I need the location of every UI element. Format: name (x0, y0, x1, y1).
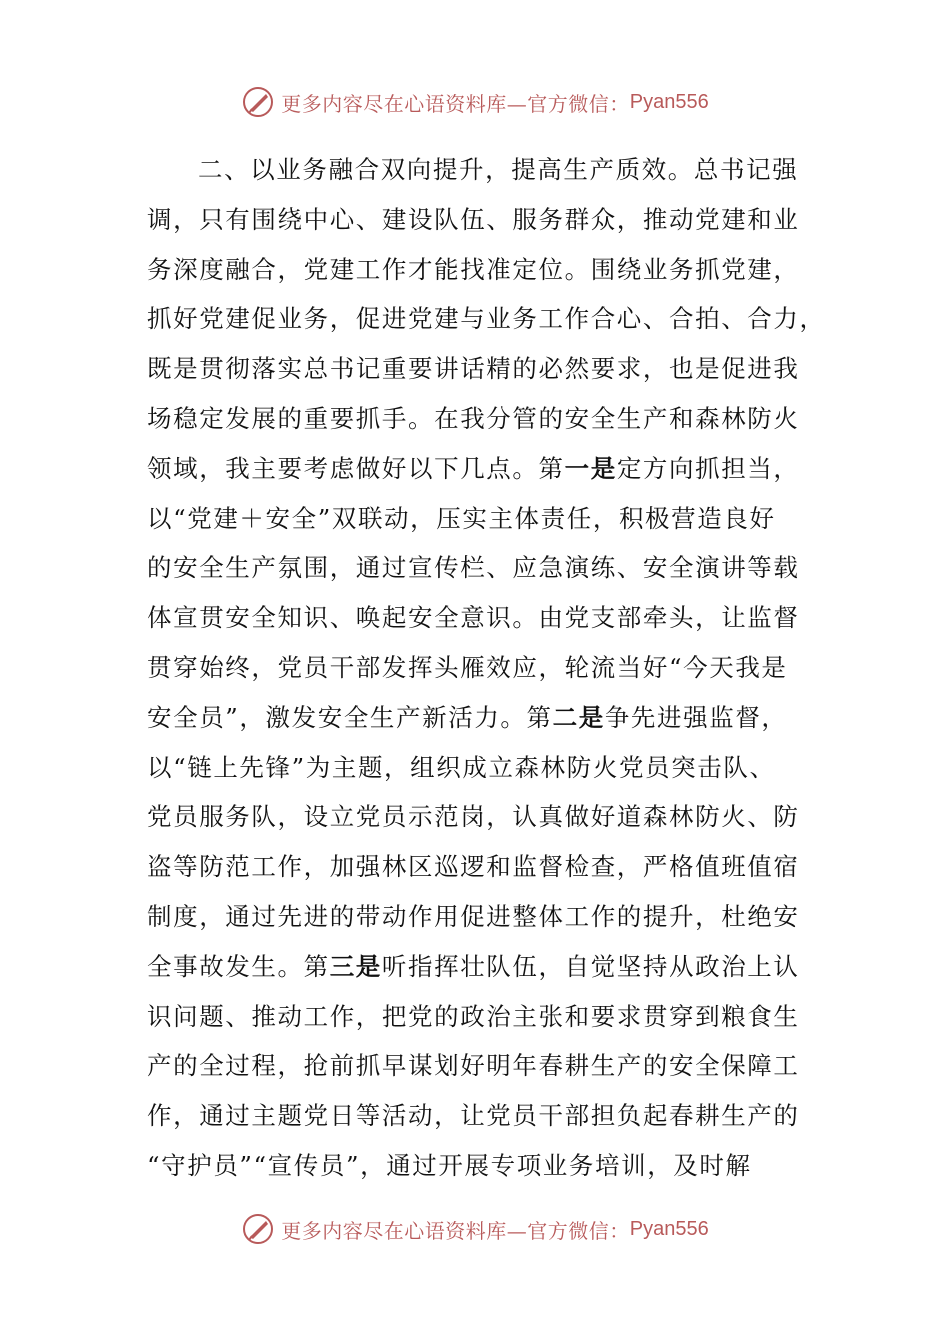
text-run: 争先进强监督， (604, 702, 788, 732)
bold-run: 二是 (552, 702, 605, 732)
text-line: 抓好党建促业务，促进党建与业务工作合心、合拍、合力， (147, 304, 826, 334)
header-banner-text: 更多内容尽在心语资料库—官方微信： (281, 91, 630, 116)
text-line: 体宣贯安全知识、唤起安全意识。由党支部牵头，让监督 (147, 603, 800, 633)
text-line: 作，通过主题党日等活动，让党员干部担负起春耕生产的 (147, 1101, 800, 1131)
text-line: 识问题、推动工作，把党的政治主张和要求贯穿到粮食生 (147, 1001, 800, 1031)
text-line: 场稳定发展的重要抓手。在我分管的安全生产和森林防火 (147, 403, 800, 433)
text-run: 领域，我主要考虑做好以下几点。第 (147, 453, 565, 483)
header-banner-id: Pyan556 (629, 90, 709, 113)
quill-logo-icon (241, 85, 275, 119)
text-line: 制度，通过先进的带动作用促进整体工作的提升，杜绝安 (147, 901, 800, 931)
footer-banner (0, 1207, 950, 1251)
text-run: 全事故发生。第 (147, 951, 330, 981)
text-line: 以“党建＋安全”双联动，压实主体责任，积极营造良好 (147, 503, 776, 533)
text-line: 的安全生产氛围，通过宣传栏、应急演练、安全演讲等载 (147, 553, 800, 583)
text-line: “守护员”“宣传员”，通过开展专项业务培训，及时解 (147, 1150, 752, 1180)
text-line: 二、以业务融合双向提升，提高生产质效。总书记强 (198, 155, 799, 184)
text-line: 党员服务队，设立党员示范岗，认真做好道森林防火、防 (147, 802, 800, 832)
header-banner (0, 80, 950, 124)
text-line: 产的全过程，抢前抓早谋划好明年春耕生产的安全保障工 (147, 1051, 800, 1081)
footer-banner-text: 更多内容尽在心语资料库—官方微信： (281, 1218, 630, 1243)
text-line (147, 942, 799, 992)
text-line (147, 444, 799, 494)
text-line: 盗等防范工作，加强林区巡逻和监督检查，严格值班值宿 (147, 852, 800, 882)
quill-logo-icon (241, 1212, 275, 1246)
footer-banner-id: Pyan556 (629, 1217, 709, 1240)
text-run: 听指挥壮队伍，自觉坚持从政治上认 (381, 951, 800, 981)
bold-run: 一是 (564, 453, 617, 483)
text-line: 调，只有围绕中心、建设队伍、服务群众，推动党建和业 (147, 204, 800, 234)
text-line: 贯穿始终，党员干部发挥头雁效应，轮流当好“今天我是 (147, 652, 788, 682)
text-run: 定方向抓担当， (616, 453, 800, 483)
bold-run: 三是 (329, 951, 382, 981)
text-line: 既是贯彻落实总书记重要讲话精的必然要求，也是促进我 (147, 354, 800, 384)
text-run: 安全员”，激发安全生产新活力。第 (147, 702, 553, 732)
text-line: 以“链上先锋”为主题，组织成立森林防火党员突击队、 (147, 752, 776, 782)
document-body (147, 145, 826, 1191)
text-line (147, 693, 799, 743)
text-line: 务深度融合，党建工作才能找准定位。围绕业务抓党建， (147, 254, 800, 284)
